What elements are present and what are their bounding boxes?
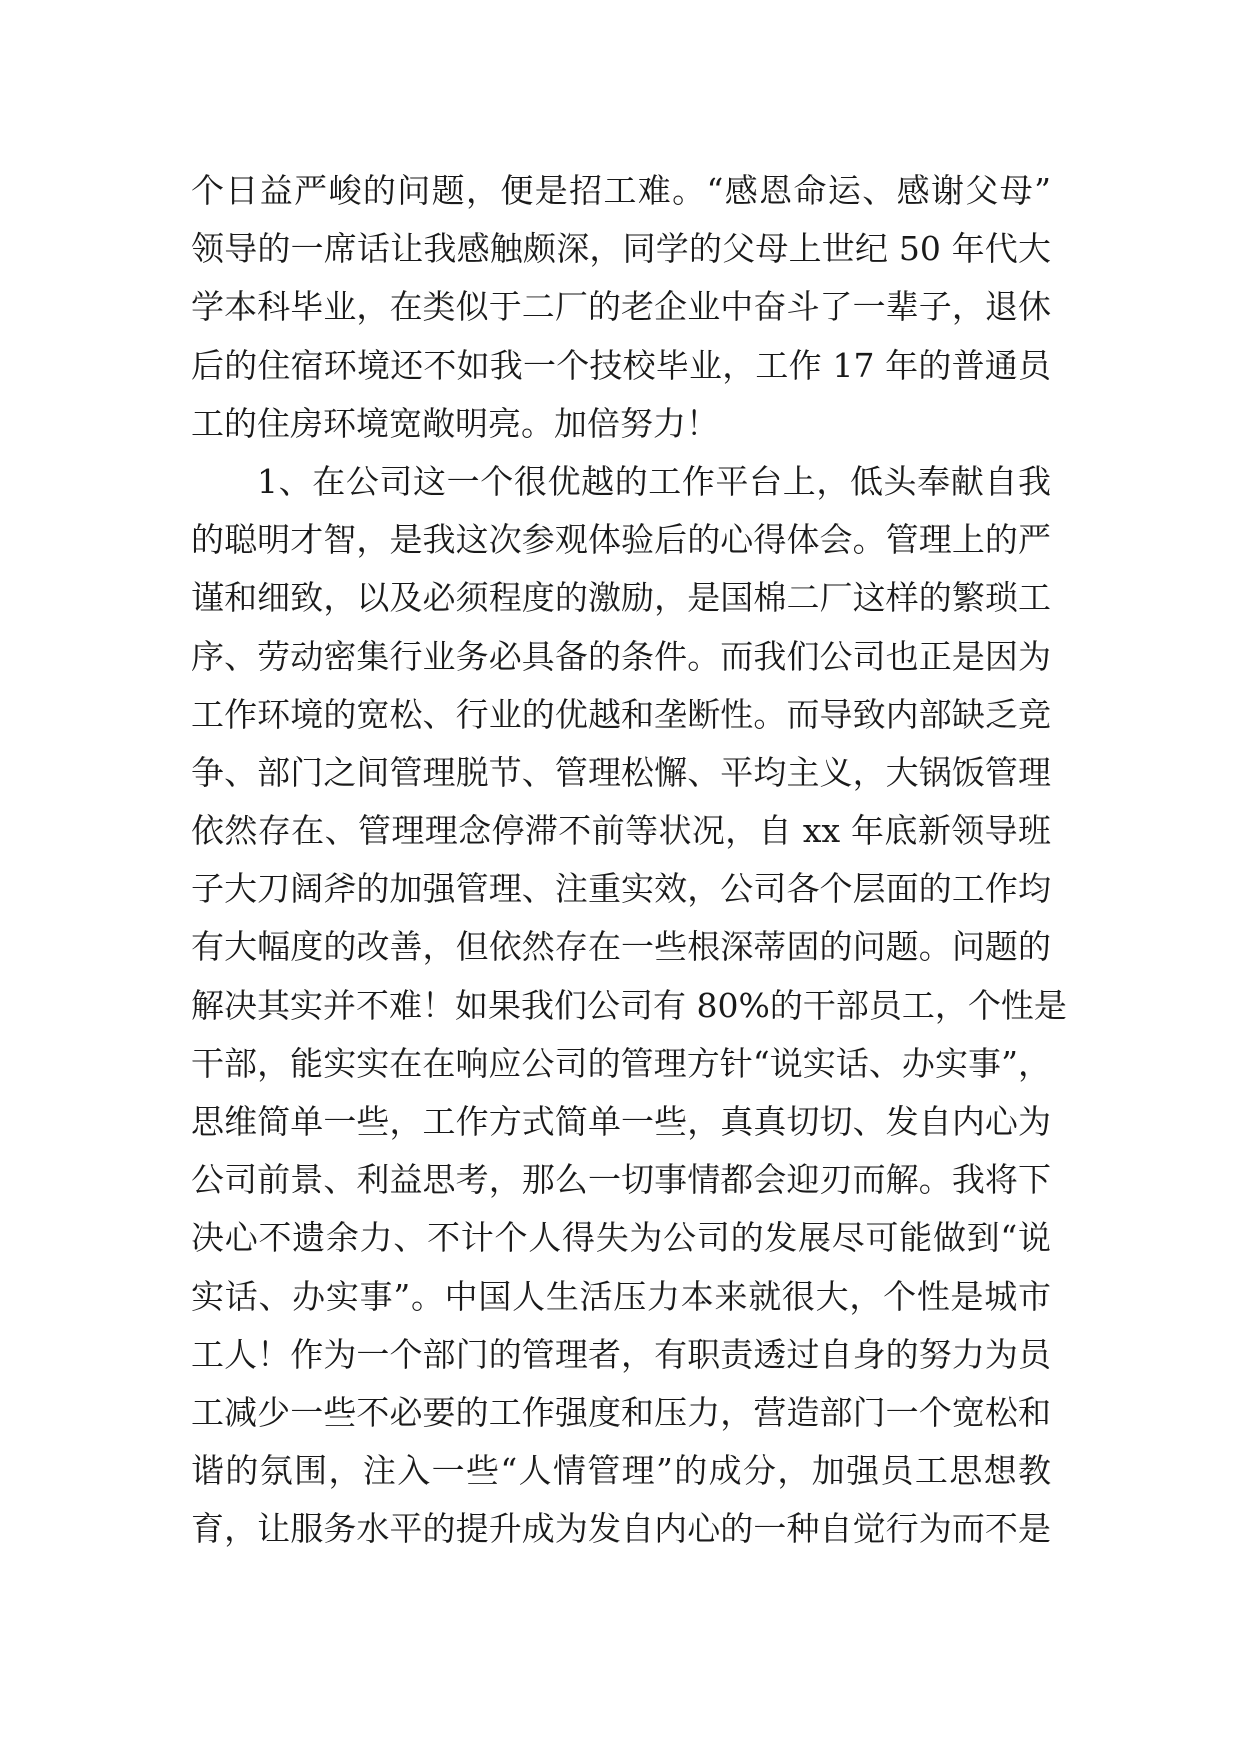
text-line: 1、在公司这一个很优越的工作平台上，低头奉献自我 [257, 461, 1051, 501]
text-line: 有大幅度的改善，但依然存在一些根深蒂固的问题。问题的 [191, 927, 1051, 967]
text-line: 工人！作为一个部门的管理者，有职责透过自身的努力为员 [191, 1334, 1051, 1374]
text-line: 的聪明才智，是我这次参观体验后的心得体会。管理上的严 [191, 520, 1051, 560]
text-line: 干部，能实实在在响应公司的管理方针“说实话、办实事”， [191, 1043, 1051, 1083]
text-line: 解决其实并不难！如果我们公司有 80%的干部员工，个性是 [191, 985, 1067, 1025]
text-line: 思维简单一些，工作方式简单一些，真真切切、发自内心为 [191, 1102, 1051, 1141]
body-text [191, 162, 1067, 1559]
text-line: 领导的一席话让我感触颇深，同学的父母上世纪 50 年代大 [191, 229, 1051, 269]
text-line: 公司前景、利益思考，那么一切事情都会迎刃而解。我将下 [191, 1160, 1051, 1200]
text-line: 个日益严峻的问题，便是招工难。“感恩命运、感谢父母” [191, 171, 1051, 210]
text-line: 育，让服务水平的提升成为发自内心的一种自觉行为而不是 [191, 1509, 1051, 1549]
text-line: 谨和细致，以及必须程度的激励，是国棉二厂这样的繁琐工 [191, 578, 1051, 618]
text-line: 序、劳动密集行业务必具备的条件。而我们公司也正是因为 [191, 636, 1051, 676]
text-line: 工减少一些不必要的工作强度和压力，营造部门一个宽松和 [191, 1392, 1051, 1432]
text-line: 实话、办实事”。中国人生活压力本来就很大，个性是城市 [191, 1276, 1051, 1316]
text-line: 谐的氛围，注入一些“人情管理”的成分，加强员工思想教 [191, 1451, 1051, 1491]
text-line: 争、部门之间管理脱节、管理松懈、平均主义，大锅饭管理 [191, 752, 1051, 792]
text-line: 工作环境的宽松、行业的优越和垄断性。而导致内部缺乏竞 [191, 694, 1051, 734]
text-line: 子大刀阔斧的加强管理、注重实效，公司各个层面的工作均 [191, 869, 1051, 909]
text-line: 后的住宿环境还不如我一个技校毕业，工作 17 年的普通员 [191, 345, 1051, 385]
text-line: 工的住房环境宽敞明亮。加倍努力！ [191, 403, 719, 443]
text-line: 依然存在、管理理念停滞不前等状况，自 xx 年底新领导班 [191, 811, 1051, 851]
text-line: 决心不遗余力、不计个人得失为公司的发展尽可能做到“说 [191, 1218, 1051, 1258]
text-line: 学本科毕业，在类似于二厂的老企业中奋斗了一辈子，退休 [191, 287, 1051, 327]
